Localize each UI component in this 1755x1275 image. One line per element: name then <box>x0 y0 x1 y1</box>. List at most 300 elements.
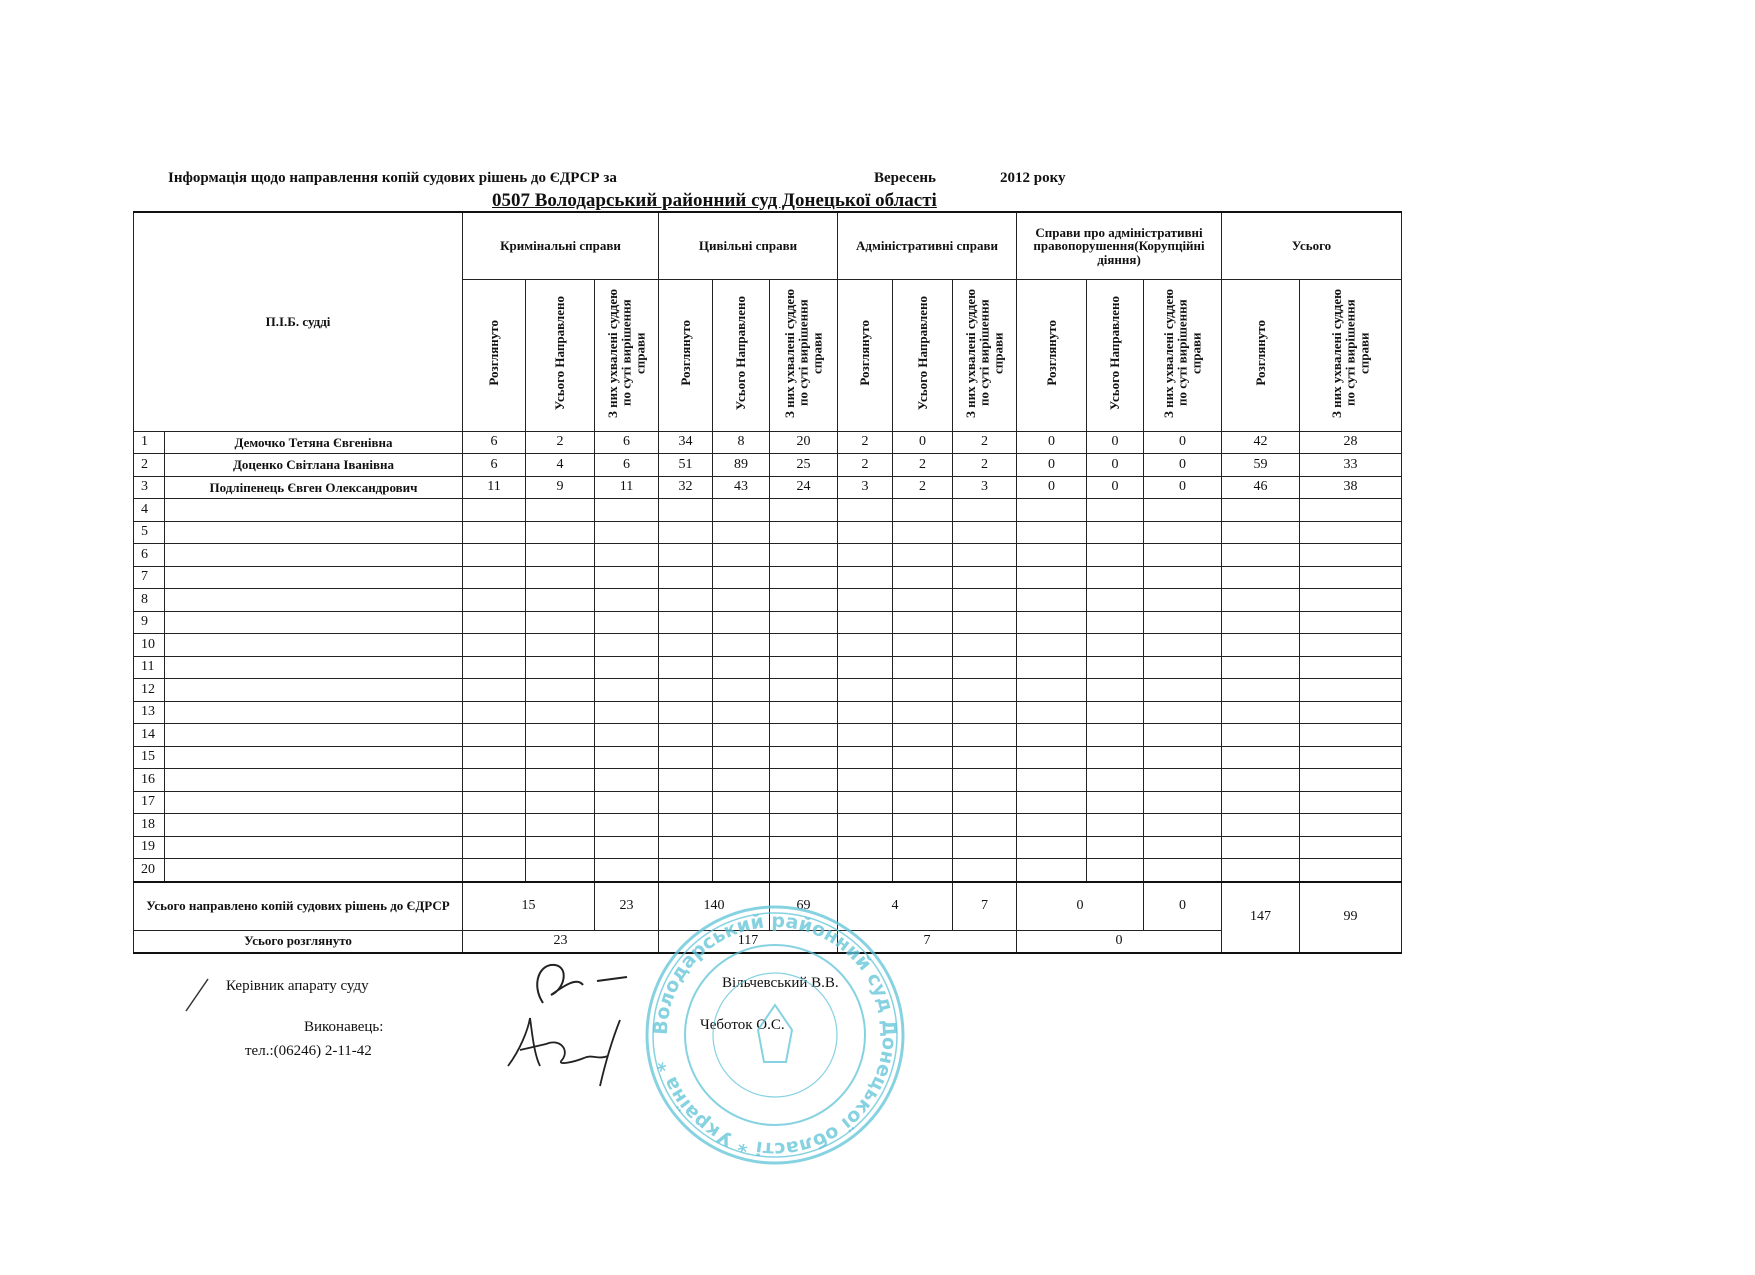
value-cell <box>1087 589 1144 612</box>
value-cell <box>953 566 1017 589</box>
judge-row <box>134 656 1402 679</box>
report-intro: Інформація щодо направлення копій судових рішень до ЄДРСР за <box>168 170 617 186</box>
judge-row <box>134 814 1402 837</box>
value-cell: 28 <box>1300 431 1402 454</box>
value-cell <box>770 769 838 792</box>
head-of-staff-name: Вільчевський В.В. <box>722 975 839 991</box>
value-cell <box>1087 521 1144 544</box>
value-cell: 46 <box>1222 476 1300 499</box>
group-civil: Цивільні справи <box>659 212 838 280</box>
value-cell <box>1222 679 1300 702</box>
grand-total-considered: 147 <box>1222 882 1300 953</box>
judge-row <box>134 769 1402 792</box>
value-cell <box>1300 746 1402 769</box>
value-cell <box>838 701 893 724</box>
value-cell <box>953 611 1017 634</box>
judge-name-header: П.І.Б. судді <box>134 212 463 431</box>
value-cell <box>526 701 595 724</box>
value-cell <box>1087 566 1144 589</box>
sent-total-cell: 15 <box>463 882 595 931</box>
value-cell <box>770 701 838 724</box>
value-cell <box>770 544 838 567</box>
value-cell <box>1087 611 1144 634</box>
value-cell <box>1300 521 1402 544</box>
value-cell <box>526 836 595 859</box>
judge-name <box>165 701 463 724</box>
value-cell <box>953 836 1017 859</box>
value-cell <box>659 499 713 522</box>
executor-signature <box>500 1010 640 1090</box>
value-cell <box>1087 634 1144 657</box>
value-cell <box>1087 724 1144 747</box>
sub-header-cell <box>1144 280 1222 432</box>
value-cell <box>838 746 893 769</box>
value-cell <box>463 656 526 679</box>
value-cell <box>1222 544 1300 567</box>
value-cell <box>953 499 1017 522</box>
value-cell: 2 <box>838 454 893 477</box>
report-table <box>133 211 1402 954</box>
judge-name <box>165 566 463 589</box>
value-cell <box>893 656 953 679</box>
value-cell <box>1087 499 1144 522</box>
value-cell <box>1087 836 1144 859</box>
value-cell <box>526 746 595 769</box>
row-number: 4 <box>134 499 165 522</box>
value-cell <box>526 724 595 747</box>
value-cell <box>838 544 893 567</box>
judge-row <box>134 836 1402 859</box>
value-cell <box>526 814 595 837</box>
considered-total-cell: 23 <box>463 930 659 953</box>
value-cell <box>1144 499 1222 522</box>
value-cell <box>595 679 659 702</box>
value-cell <box>1087 656 1144 679</box>
value-cell <box>526 521 595 544</box>
value-cell <box>595 521 659 544</box>
value-cell <box>1017 521 1087 544</box>
value-cell <box>463 701 526 724</box>
judge-name <box>165 859 463 882</box>
value-cell <box>463 499 526 522</box>
value-cell: 0 <box>1087 431 1144 454</box>
considered-total-label: Усього розглянуто <box>134 930 463 953</box>
value-cell <box>1222 566 1300 589</box>
group-criminal: Кримінальні справи <box>463 212 659 280</box>
executor-label: Виконавець: <box>304 1019 384 1035</box>
value-cell <box>1300 791 1402 814</box>
value-cell: 3 <box>838 476 893 499</box>
value-cell <box>770 814 838 837</box>
sub-header-label: З них ухвалені суддею по суті вирішення справи <box>1329 288 1372 418</box>
row-number: 14 <box>134 724 165 747</box>
judge-name <box>165 589 463 612</box>
value-cell <box>770 791 838 814</box>
value-cell <box>463 566 526 589</box>
value-cell <box>595 589 659 612</box>
sub-header-label: Розглянуто <box>857 320 873 386</box>
judge-rows <box>134 431 1402 882</box>
row-number: 2 <box>134 454 165 477</box>
sub-header-label: З них ухвалені суддею по суті вирішення справи <box>605 288 648 418</box>
value-cell <box>893 634 953 657</box>
value-cell <box>1300 499 1402 522</box>
value-cell <box>713 746 770 769</box>
value-cell <box>838 836 893 859</box>
value-cell: 43 <box>713 476 770 499</box>
sent-total-cell: 7 <box>953 882 1017 931</box>
sent-total-cell: 0 <box>1144 882 1222 931</box>
value-cell <box>1017 566 1087 589</box>
value-cell <box>893 746 953 769</box>
judge-row <box>134 724 1402 747</box>
value-cell <box>1300 656 1402 679</box>
value-cell <box>1222 814 1300 837</box>
value-cell <box>713 679 770 702</box>
sub-header-cell <box>526 280 595 432</box>
value-cell <box>953 701 1017 724</box>
judge-row <box>134 701 1402 724</box>
value-cell: 33 <box>1300 454 1402 477</box>
value-cell <box>770 836 838 859</box>
considered-total-cell: 7 <box>838 930 1017 953</box>
value-cell: 6 <box>463 431 526 454</box>
value-cell <box>1017 791 1087 814</box>
value-cell <box>659 634 713 657</box>
group-admin-offenses: Справи про адміністративні правопорушення(Корупційні діяння) <box>1017 212 1222 280</box>
judge-row <box>134 566 1402 589</box>
judge-row <box>134 634 1402 657</box>
value-cell <box>953 859 1017 882</box>
value-cell <box>1300 589 1402 612</box>
row-number: 6 <box>134 544 165 567</box>
sub-header-label: Розглянуто <box>1043 320 1059 386</box>
value-cell: 42 <box>1222 431 1300 454</box>
value-cell <box>838 566 893 589</box>
value-cell <box>713 859 770 882</box>
sub-header-label: Розглянуто <box>677 320 693 386</box>
value-cell <box>713 544 770 567</box>
value-cell <box>526 791 595 814</box>
value-cell <box>953 724 1017 747</box>
value-cell <box>838 724 893 747</box>
court-seal-icon <box>640 900 910 1170</box>
value-cell <box>1087 701 1144 724</box>
value-cell <box>1144 791 1222 814</box>
value-cell <box>1222 521 1300 544</box>
sub-header-cell <box>1087 280 1144 432</box>
value-cell: 6 <box>595 454 659 477</box>
judge-row <box>134 499 1402 522</box>
value-cell <box>893 611 953 634</box>
value-cell <box>1017 634 1087 657</box>
value-cell <box>659 589 713 612</box>
judge-name <box>165 634 463 657</box>
judge-name <box>165 544 463 567</box>
judge-row <box>134 791 1402 814</box>
judge-name: Демочко Тетяна Євгенівна <box>165 431 463 454</box>
sub-header-label: Усього Направлено <box>914 295 930 411</box>
judge-row <box>134 454 1402 477</box>
judge-row <box>134 521 1402 544</box>
value-cell <box>1300 724 1402 747</box>
value-cell <box>526 611 595 634</box>
value-cell <box>659 791 713 814</box>
value-cell <box>713 836 770 859</box>
value-cell <box>838 521 893 544</box>
value-cell <box>1087 859 1144 882</box>
value-cell <box>463 611 526 634</box>
value-cell <box>893 701 953 724</box>
value-cell <box>1017 859 1087 882</box>
row-number: 11 <box>134 656 165 679</box>
value-cell: 32 <box>659 476 713 499</box>
value-cell: 89 <box>713 454 770 477</box>
value-cell <box>1017 679 1087 702</box>
executor-phone: тел.:(06246) 2-11-42 <box>245 1043 372 1059</box>
value-cell <box>659 859 713 882</box>
judge-row <box>134 679 1402 702</box>
value-cell <box>838 589 893 612</box>
value-cell <box>595 611 659 634</box>
value-cell <box>1017 769 1087 792</box>
value-cell <box>713 701 770 724</box>
value-cell <box>953 544 1017 567</box>
value-cell <box>893 814 953 837</box>
value-cell <box>713 724 770 747</box>
value-cell <box>659 814 713 837</box>
report-year: 2012 року <box>1000 170 1066 186</box>
judge-name <box>165 814 463 837</box>
judge-name <box>165 746 463 769</box>
considered-total-cell: 117 <box>659 930 838 953</box>
value-cell: 0 <box>893 431 953 454</box>
value-cell: 59 <box>1222 454 1300 477</box>
value-cell <box>770 589 838 612</box>
row-number: 9 <box>134 611 165 634</box>
value-cell <box>1300 566 1402 589</box>
value-cell: 25 <box>770 454 838 477</box>
value-cell <box>893 566 953 589</box>
value-cell: 0 <box>1144 476 1222 499</box>
stray-mark <box>178 975 218 1015</box>
value-cell <box>713 566 770 589</box>
value-cell <box>526 566 595 589</box>
value-cell <box>659 521 713 544</box>
value-cell <box>526 679 595 702</box>
sub-header-label: Розглянуто <box>1252 320 1268 386</box>
value-cell <box>1017 746 1087 769</box>
value-cell <box>953 589 1017 612</box>
value-cell <box>595 634 659 657</box>
judge-name <box>165 836 463 859</box>
value-cell <box>893 769 953 792</box>
value-cell <box>1222 791 1300 814</box>
value-cell <box>1144 544 1222 567</box>
judge-row <box>134 476 1402 499</box>
value-cell: 11 <box>463 476 526 499</box>
value-cell <box>893 791 953 814</box>
value-cell <box>1144 859 1222 882</box>
value-cell <box>595 701 659 724</box>
value-cell <box>526 769 595 792</box>
value-cell <box>1222 701 1300 724</box>
value-cell: 6 <box>595 431 659 454</box>
judge-name <box>165 769 463 792</box>
value-cell <box>953 791 1017 814</box>
value-cell <box>1222 724 1300 747</box>
value-cell <box>463 634 526 657</box>
value-cell <box>595 769 659 792</box>
sub-header-label: Усього Направлено <box>733 295 749 411</box>
row-number: 10 <box>134 634 165 657</box>
value-cell <box>1144 836 1222 859</box>
value-cell <box>463 679 526 702</box>
value-cell <box>838 656 893 679</box>
value-cell <box>463 836 526 859</box>
value-cell <box>463 791 526 814</box>
sub-header-cell <box>595 280 659 432</box>
value-cell <box>893 521 953 544</box>
value-cell <box>713 769 770 792</box>
value-cell <box>770 611 838 634</box>
value-cell <box>463 724 526 747</box>
value-cell <box>953 746 1017 769</box>
row-number: 1 <box>134 431 165 454</box>
judge-row <box>134 611 1402 634</box>
value-cell <box>595 656 659 679</box>
value-cell <box>1017 544 1087 567</box>
value-cell: 0 <box>1017 431 1087 454</box>
value-cell <box>1017 611 1087 634</box>
value-cell <box>1222 499 1300 522</box>
value-cell <box>1087 769 1144 792</box>
sent-total-cell: 140 <box>659 882 770 931</box>
sub-header-label: З них ухвалені суддею по суті вирішення справи <box>963 288 1006 418</box>
row-number: 18 <box>134 814 165 837</box>
value-cell <box>1144 589 1222 612</box>
value-cell <box>595 566 659 589</box>
judge-row <box>134 431 1402 454</box>
value-cell: 0 <box>1017 476 1087 499</box>
sent-total-label: Усього направлено копій судових рішень до ЄДРСР <box>134 882 463 931</box>
row-number: 12 <box>134 679 165 702</box>
report-month: Вересень <box>874 170 936 186</box>
sub-header-cell <box>1222 280 1300 432</box>
value-cell <box>1144 701 1222 724</box>
value-cell: 6 <box>463 454 526 477</box>
row-number: 19 <box>134 836 165 859</box>
value-cell <box>1144 611 1222 634</box>
row-number: 7 <box>134 566 165 589</box>
svg-text:Володарський районний суд Доне <box>650 910 900 1160</box>
value-cell <box>893 836 953 859</box>
value-cell <box>713 499 770 522</box>
value-cell <box>953 656 1017 679</box>
value-cell <box>1222 589 1300 612</box>
value-cell <box>770 521 838 544</box>
value-cell: 2 <box>526 431 595 454</box>
sent-total-cell: 0 <box>1017 882 1144 931</box>
value-cell <box>1222 746 1300 769</box>
value-cell <box>595 814 659 837</box>
head-signature <box>525 955 635 1015</box>
judge-row <box>134 859 1402 882</box>
value-cell <box>893 544 953 567</box>
value-cell <box>1222 611 1300 634</box>
value-cell <box>659 701 713 724</box>
value-cell <box>1300 859 1402 882</box>
value-cell <box>526 544 595 567</box>
value-cell <box>463 521 526 544</box>
group-administrative: Адміністративні справи <box>838 212 1017 280</box>
value-cell <box>713 634 770 657</box>
value-cell <box>770 566 838 589</box>
value-cell <box>770 634 838 657</box>
value-cell <box>953 634 1017 657</box>
value-cell <box>1144 769 1222 792</box>
value-cell: 0 <box>1087 454 1144 477</box>
value-cell: 2 <box>893 476 953 499</box>
row-number: 5 <box>134 521 165 544</box>
sub-header-cell <box>953 280 1017 432</box>
sub-header-cell <box>1300 280 1402 432</box>
value-cell <box>463 746 526 769</box>
value-cell <box>659 769 713 792</box>
value-cell <box>713 589 770 612</box>
sub-header-cell <box>893 280 953 432</box>
value-cell <box>770 499 838 522</box>
value-cell: 8 <box>713 431 770 454</box>
value-cell <box>953 814 1017 837</box>
value-cell <box>526 634 595 657</box>
value-cell <box>1144 746 1222 769</box>
judge-name <box>165 521 463 544</box>
value-cell <box>1300 814 1402 837</box>
value-cell <box>1300 611 1402 634</box>
value-cell <box>1017 814 1087 837</box>
head-of-staff-label: Керівник апарату суду <box>226 978 369 994</box>
value-cell <box>1222 859 1300 882</box>
value-cell <box>595 724 659 747</box>
value-cell <box>463 544 526 567</box>
value-cell <box>838 634 893 657</box>
value-cell: 51 <box>659 454 713 477</box>
value-cell <box>1144 814 1222 837</box>
value-cell <box>1222 836 1300 859</box>
sub-header-cell <box>770 280 838 432</box>
executor-name: Чеботок О.С. <box>700 1017 785 1033</box>
value-cell <box>526 589 595 612</box>
value-cell <box>838 611 893 634</box>
value-cell: 0 <box>1017 454 1087 477</box>
value-cell <box>770 724 838 747</box>
value-cell <box>659 656 713 679</box>
value-cell: 38 <box>1300 476 1402 499</box>
sub-header-cell <box>1017 280 1087 432</box>
value-cell <box>838 859 893 882</box>
seal-text: Володарський районний суд Донецької області * Україна * <box>649 909 901 1161</box>
row-number: 17 <box>134 791 165 814</box>
value-cell <box>595 791 659 814</box>
judge-row <box>134 589 1402 612</box>
value-cell <box>1017 836 1087 859</box>
value-cell <box>893 724 953 747</box>
value-cell: 2 <box>953 454 1017 477</box>
value-cell: 11 <box>595 476 659 499</box>
value-cell <box>713 814 770 837</box>
value-cell <box>838 769 893 792</box>
